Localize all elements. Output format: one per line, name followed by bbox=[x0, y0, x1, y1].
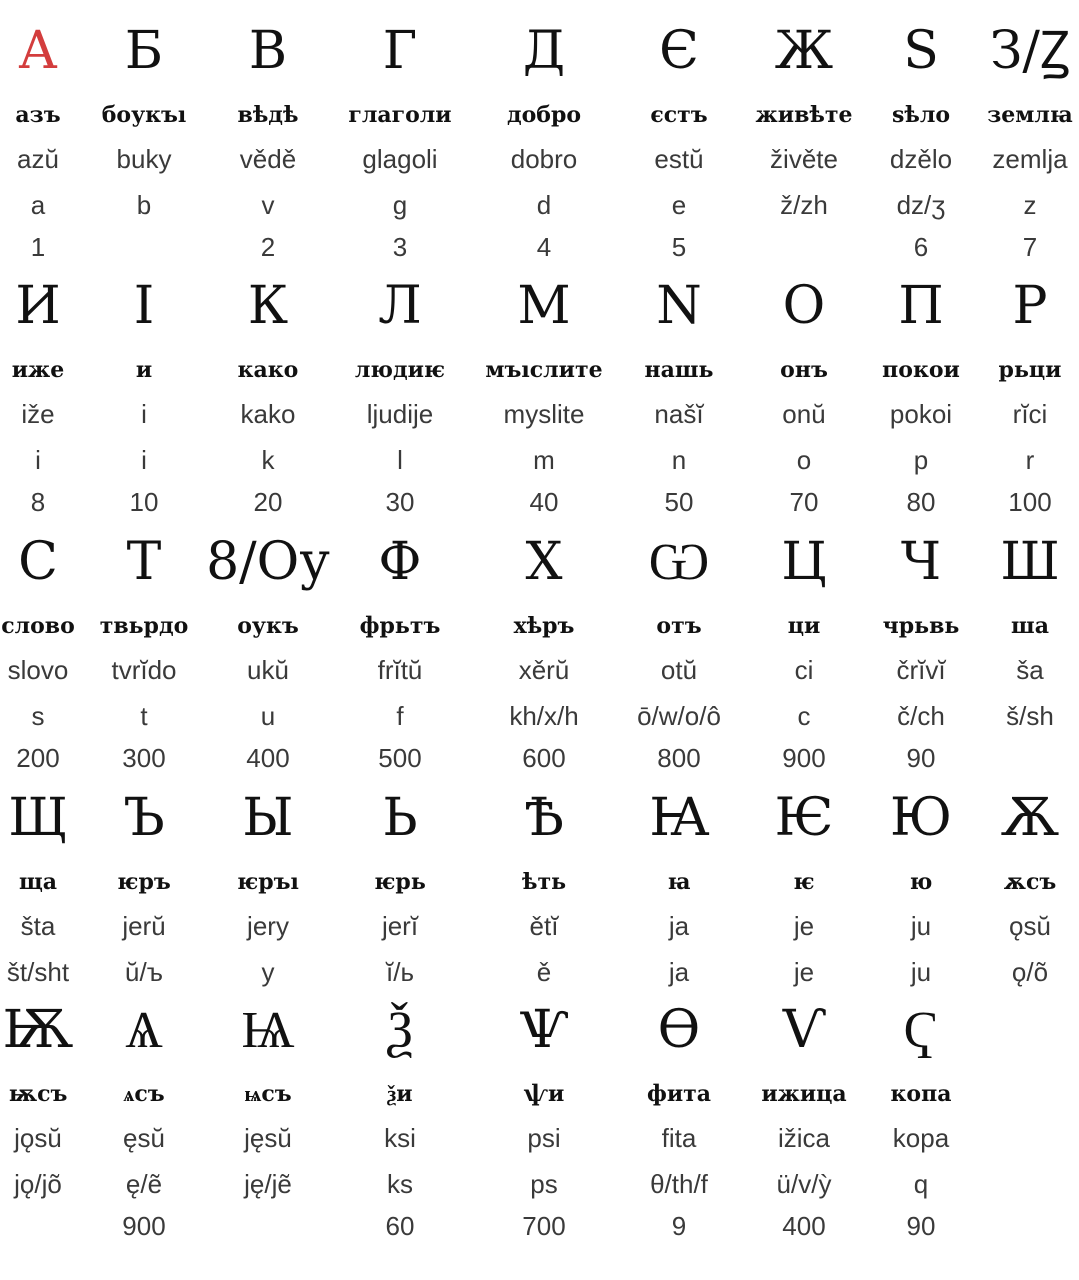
letter-transliteration: črĭvĭ bbox=[896, 655, 946, 685]
letter-transliteration: buky bbox=[116, 144, 172, 174]
letter-glyph: Ь bbox=[382, 788, 418, 848]
letter-latin: c bbox=[797, 701, 811, 731]
letter-latin: ě bbox=[536, 957, 552, 987]
letter-old-name: покои bbox=[882, 357, 960, 383]
letter-old-name: ѭсъ bbox=[8, 1081, 68, 1107]
letter-latin: dz/ʒ bbox=[896, 190, 946, 220]
letter-old-name: землꙗ bbox=[987, 102, 1073, 128]
letter-old-name: ѩсъ bbox=[244, 1081, 292, 1107]
letter-transliteration: ci bbox=[794, 655, 814, 685]
letter-transliteration: estŭ bbox=[654, 144, 704, 174]
letter-glyph: Щ bbox=[8, 788, 68, 848]
letter-glyph: Ѱ bbox=[519, 1000, 569, 1060]
letter-latin: ž/zh bbox=[780, 190, 828, 220]
letter-latin: k bbox=[261, 445, 275, 475]
letter-glyph: Д bbox=[522, 21, 566, 81]
letter-transliteration: rĭci bbox=[1012, 399, 1048, 429]
letter-transliteration: ja bbox=[668, 911, 690, 941]
letter-glyph: К bbox=[247, 276, 289, 336]
letter-latin: ję/jẽ bbox=[244, 1169, 292, 1199]
letter-glyph: А bbox=[18, 21, 58, 81]
letter-latin: jǫ/jõ bbox=[14, 1169, 62, 1199]
letter-latin: ü/v/ỳ bbox=[776, 1169, 832, 1199]
letter-latin: ĭ/ь bbox=[386, 957, 414, 987]
letter-glyph: Г bbox=[382, 21, 418, 81]
letter-transliteration: fita bbox=[661, 1123, 697, 1153]
letter-numeric-value: 90 bbox=[906, 743, 936, 773]
letter-numeric-value: 10 bbox=[129, 487, 159, 517]
letter-transliteration: našĭ bbox=[654, 399, 704, 429]
letter-latin: e bbox=[671, 190, 687, 220]
letter-old-name: ѯи bbox=[387, 1081, 413, 1107]
letter-latin: ę/ẽ bbox=[125, 1169, 163, 1199]
letter-glyph: Ж bbox=[774, 21, 834, 81]
letter-glyph: С bbox=[18, 532, 58, 592]
letter-old-name: оукъ bbox=[237, 613, 299, 639]
letter-old-name: живѣте bbox=[755, 102, 853, 128]
letter-glyph: Ъ bbox=[123, 788, 165, 848]
letter-latin: p bbox=[913, 445, 929, 475]
letter-numeric-value: 20 bbox=[253, 487, 283, 517]
letter-numeric-value: 800 bbox=[657, 743, 701, 773]
letter-transliteration: jęsŭ bbox=[244, 1123, 292, 1153]
letter-latin: ks bbox=[387, 1169, 413, 1199]
letter-glyph: М bbox=[517, 276, 571, 336]
letter-transliteration: šta bbox=[20, 911, 56, 941]
letter-transliteration: vědě bbox=[239, 144, 297, 174]
letter-transliteration: glagoli bbox=[362, 144, 438, 174]
letter-old-name: людиѥ bbox=[354, 357, 446, 383]
letter-glyph: Т bbox=[126, 532, 162, 592]
letter-latin: f bbox=[396, 701, 404, 731]
letter-old-name: онъ bbox=[780, 357, 828, 383]
letter-glyph: Ҁ bbox=[903, 1000, 939, 1060]
letter-glyph: И bbox=[15, 276, 61, 336]
letter-latin: št/sht bbox=[6, 957, 70, 987]
letter-old-name: азъ bbox=[15, 102, 61, 128]
letter-transliteration: dzělo bbox=[889, 144, 953, 174]
letter-glyph: Ѡ bbox=[648, 532, 710, 592]
letter-latin: b bbox=[136, 190, 152, 220]
letter-numeric-value: 5 bbox=[671, 232, 687, 262]
letter-transliteration: jery bbox=[247, 911, 289, 941]
letter-glyph: Ѫ bbox=[1000, 788, 1060, 848]
letter-old-name: ѥръ bbox=[117, 869, 171, 895]
letter-latin: ja bbox=[668, 957, 690, 987]
letter-glyph: Є bbox=[659, 21, 699, 81]
letter-transliteration: živěte bbox=[770, 144, 838, 174]
letter-transliteration: tvrĭdo bbox=[111, 655, 177, 685]
letter-latin: š/sh bbox=[1006, 701, 1054, 731]
letter-latin: d bbox=[536, 190, 552, 220]
letter-old-name: єстъ bbox=[650, 102, 708, 128]
letter-glyph: І bbox=[133, 276, 155, 336]
letter-glyph: Ф bbox=[378, 532, 422, 592]
letter-glyph: Р bbox=[1012, 276, 1048, 336]
letter-transliteration: pokoi bbox=[889, 399, 953, 429]
letter-numeric-value: 40 bbox=[529, 487, 559, 517]
letter-latin: l bbox=[397, 445, 403, 475]
letter-transliteration: ižica bbox=[777, 1123, 831, 1153]
letter-old-name: ю bbox=[909, 869, 933, 895]
letter-transliteration: slovo bbox=[7, 655, 69, 685]
letter-numeric-value: 400 bbox=[246, 743, 290, 773]
letter-old-name: иже bbox=[11, 357, 65, 383]
letter-numeric-value: 600 bbox=[522, 743, 566, 773]
letter-glyph: Ѣ bbox=[524, 788, 564, 848]
letter-numeric-value: 900 bbox=[122, 1211, 166, 1241]
letter-old-name: слово bbox=[1, 613, 75, 639]
letter-glyph: Ѥ bbox=[774, 788, 834, 848]
letter-old-name: и bbox=[135, 357, 153, 383]
letter-old-name: ѕѣло bbox=[891, 102, 951, 128]
letter-latin: je bbox=[793, 957, 815, 987]
letter-numeric-value: 700 bbox=[522, 1211, 566, 1241]
letter-old-name: како bbox=[237, 357, 299, 383]
letter-transliteration: otŭ bbox=[660, 655, 698, 685]
letter-old-name: отъ bbox=[656, 613, 702, 639]
letter-latin: θ/th/f bbox=[650, 1169, 708, 1199]
letter-numeric-value: 8 bbox=[30, 487, 46, 517]
letter-latin: ō/w/o/ô bbox=[637, 701, 721, 731]
letter-latin: r bbox=[1025, 445, 1035, 475]
letter-old-name: ꙗ bbox=[667, 869, 691, 895]
letter-numeric-value: 60 bbox=[385, 1211, 415, 1241]
letter-latin: a bbox=[30, 190, 46, 220]
letter-old-name: чрьвь bbox=[882, 613, 960, 639]
letter-transliteration: ęsŭ bbox=[123, 1123, 165, 1153]
letter-glyph: Б bbox=[124, 21, 164, 81]
letter-glyph: Ш bbox=[1000, 532, 1060, 592]
letter-transliteration: jǫsŭ bbox=[14, 1123, 62, 1153]
letter-transliteration: kopa bbox=[892, 1123, 950, 1153]
letter-numeric-value: 2 bbox=[260, 232, 276, 262]
letter-glyph: В bbox=[248, 21, 288, 81]
letter-numeric-value: 300 bbox=[122, 743, 166, 773]
letter-latin: g bbox=[392, 190, 408, 220]
letter-old-name: фрьтъ bbox=[359, 613, 441, 639]
letter-old-name: ѥръı bbox=[237, 869, 299, 895]
letter-latin: u bbox=[260, 701, 276, 731]
letter-old-name: ѧсъ bbox=[123, 1081, 165, 1107]
letter-transliteration: azŭ bbox=[17, 144, 59, 174]
letter-transliteration: ljudije bbox=[366, 399, 434, 429]
letter-old-name: копа bbox=[890, 1081, 952, 1107]
letter-numeric-value: 500 bbox=[378, 743, 422, 773]
letter-latin: kh/x/h bbox=[509, 701, 579, 731]
letter-numeric-value: 100 bbox=[1008, 487, 1052, 517]
letter-transliteration: kako bbox=[240, 399, 296, 429]
letter-glyph: Ч bbox=[900, 532, 942, 592]
letter-transliteration: ša bbox=[1016, 655, 1044, 685]
letter-glyph: Ц bbox=[781, 532, 827, 592]
letter-numeric-value: 4 bbox=[536, 232, 552, 262]
letter-latin: ǫ/õ bbox=[1011, 957, 1049, 987]
letter-numeric-value: 90 bbox=[906, 1211, 936, 1241]
letter-glyph: Л bbox=[378, 276, 422, 336]
letter-old-name: ѥ bbox=[793, 869, 815, 895]
letter-numeric-value: 400 bbox=[782, 1211, 826, 1241]
letter-old-name: рьци bbox=[998, 357, 1062, 383]
letter-glyph: Ѯ bbox=[386, 1000, 414, 1060]
letter-old-name: ща bbox=[18, 869, 58, 895]
letter-transliteration: psi bbox=[527, 1123, 561, 1153]
letter-old-name: боукъı bbox=[101, 102, 187, 128]
letter-glyph: Ѵ bbox=[781, 1000, 827, 1060]
letter-transliteration: onŭ bbox=[782, 399, 826, 429]
letter-old-name: ѥрь bbox=[374, 869, 426, 895]
letter-numeric-value: 30 bbox=[385, 487, 415, 517]
letter-transliteration: jerŭ bbox=[122, 911, 166, 941]
letter-old-name: твьрдо bbox=[99, 613, 189, 639]
letter-latin: i bbox=[35, 445, 41, 475]
letter-old-name: вѣдѣ bbox=[237, 102, 299, 128]
letter-latin: ju bbox=[910, 957, 932, 987]
letter-latin: m bbox=[533, 445, 555, 475]
letter-glyph: Ѕ bbox=[903, 21, 939, 81]
letter-latin: y bbox=[261, 957, 275, 987]
letter-latin: ps bbox=[530, 1169, 558, 1199]
letter-latin: n bbox=[671, 445, 687, 475]
letter-latin: v bbox=[261, 190, 275, 220]
letter-glyph: Ѧ bbox=[125, 1000, 163, 1060]
letter-glyph: Ѭ bbox=[2, 1000, 74, 1060]
letter-numeric-value: 9 bbox=[671, 1211, 687, 1241]
letter-latin: ŭ/ъ bbox=[125, 957, 163, 987]
letter-numeric-value: 70 bbox=[789, 487, 819, 517]
letter-transliteration: iže bbox=[21, 399, 55, 429]
letter-numeric-value: 1 bbox=[30, 232, 46, 262]
letter-glyph: Ю bbox=[889, 788, 953, 848]
letter-old-name: мъıслите bbox=[485, 357, 603, 383]
letter-numeric-value: 3 bbox=[392, 232, 408, 262]
letter-transliteration: myslite bbox=[503, 399, 585, 429]
letter-glyph: Х bbox=[525, 532, 563, 592]
letter-old-name: ша bbox=[1011, 613, 1049, 639]
letter-transliteration: ksi bbox=[384, 1123, 416, 1153]
letter-old-name: глаголи bbox=[348, 102, 452, 128]
letter-latin: i bbox=[141, 445, 147, 475]
letter-latin: z bbox=[1023, 190, 1037, 220]
letter-numeric-value: 50 bbox=[664, 487, 694, 517]
letter-glyph: Ы bbox=[242, 788, 294, 848]
letter-latin: s bbox=[31, 701, 45, 731]
letter-numeric-value: 7 bbox=[1022, 232, 1038, 262]
letter-glyph: 8/Оу bbox=[206, 532, 330, 592]
letter-glyph: Ѩ bbox=[241, 1000, 295, 1060]
letter-latin: q bbox=[913, 1169, 929, 1199]
letter-old-name: ци bbox=[787, 613, 821, 639]
letter-numeric-value: 200 bbox=[16, 743, 60, 773]
letter-transliteration: dobro bbox=[510, 144, 578, 174]
letter-numeric-value: 6 bbox=[913, 232, 929, 262]
letter-latin: o bbox=[796, 445, 812, 475]
letter-old-name: ѱи bbox=[523, 1081, 565, 1107]
letter-old-name: ѫсъ bbox=[1003, 869, 1057, 895]
letter-old-name: фита bbox=[646, 1081, 712, 1107]
letter-glyph: З/Ꙁ bbox=[990, 21, 1070, 81]
letter-latin: č/ch bbox=[897, 701, 945, 731]
letter-transliteration: je bbox=[793, 911, 815, 941]
letter-numeric-value: 900 bbox=[782, 743, 826, 773]
letter-transliteration: ukŭ bbox=[247, 655, 289, 685]
letter-glyph: П bbox=[898, 276, 944, 336]
letter-glyph: N bbox=[656, 276, 702, 336]
letter-transliteration: jerĭ bbox=[381, 911, 419, 941]
letter-transliteration: zemlja bbox=[992, 144, 1068, 174]
letter-glyph: О bbox=[782, 276, 826, 336]
letter-numeric-value: 80 bbox=[906, 487, 936, 517]
letter-old-name: ижица bbox=[761, 1081, 847, 1107]
letter-glyph: Ꙗ bbox=[649, 788, 709, 848]
letter-transliteration: i bbox=[141, 399, 147, 429]
letter-glyph: Ѳ bbox=[657, 1000, 701, 1060]
letter-old-name: хѣръ bbox=[513, 613, 575, 639]
letter-transliteration: ju bbox=[910, 911, 932, 941]
letter-old-name: нашь bbox=[644, 357, 714, 383]
letter-transliteration: frĭtŭ bbox=[377, 655, 423, 685]
letter-transliteration: ǫsŭ bbox=[1009, 911, 1051, 941]
letter-old-name: ѣть bbox=[521, 869, 567, 895]
letter-latin: t bbox=[140, 701, 148, 731]
letter-old-name: добро bbox=[506, 102, 582, 128]
letter-transliteration: ětĭ bbox=[529, 911, 559, 941]
letter-transliteration: xěrŭ bbox=[518, 655, 570, 685]
